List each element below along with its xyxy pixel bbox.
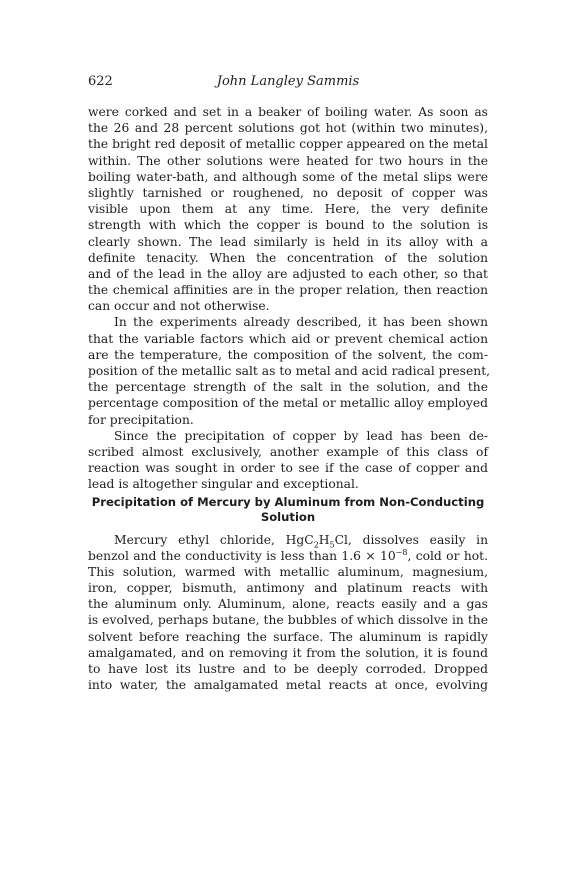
text-line: iron, copper, bismuth, antimony and platinum reacts with xyxy=(88,581,488,596)
text-run: Mercury ethyl chloride, HgC xyxy=(114,532,314,547)
page-number: 622 xyxy=(88,74,113,89)
formula-line xyxy=(88,532,488,548)
text-line: are the temperature, the composition of the solvent, the com- xyxy=(88,347,488,362)
text-line: position of the metallic salt as to metal and acid radical present, xyxy=(88,364,491,378)
text-line: scribed almost exclusively, another example of this class of xyxy=(88,444,488,459)
text-line: slightly tarnished or roughened, no deposit of copper was xyxy=(88,185,488,200)
text-line: clearly shown. The lead similarly is held in its alloy with a xyxy=(88,234,488,249)
running-head xyxy=(88,74,488,94)
text-line: can occur and not otherwise. xyxy=(88,299,270,314)
text-line: the bright red deposit of metallic copper appeared on the metal xyxy=(88,137,488,152)
text-line: the chemical affinities are in the proper relation, then reaction xyxy=(88,283,488,298)
section-heading xyxy=(88,495,488,526)
superscript: −8 xyxy=(395,547,408,557)
text-line: strength with which the copper is bound to the solution is xyxy=(88,218,488,233)
text-line: the percentage strength of the salt in the solution, and the xyxy=(88,380,488,395)
running-title: John Langley Sammis xyxy=(216,74,360,89)
text-line: and of the lead in the alloy are adjusted to each other, so that xyxy=(88,266,488,281)
conductivity-line xyxy=(88,548,488,564)
text-line: amalgamated, and on removing it from the solution, it is found xyxy=(88,645,488,660)
paragraph-4 xyxy=(88,532,488,694)
text-line: lead is altogether singular and exceptional. xyxy=(88,477,359,492)
text-line: percentage composition of the metal or metallic alloy employed xyxy=(88,396,488,411)
subscript: 5 xyxy=(329,539,335,549)
section-heading-line: Precipitation of Mercury by Aluminum from Non-Conducting xyxy=(91,494,485,509)
text-run: H xyxy=(318,532,330,547)
text-line: In the experiments already described, it has been shown xyxy=(114,315,488,330)
page xyxy=(88,74,491,693)
text-line: visible upon them at any time. Here, the very definite xyxy=(88,202,488,217)
text-line: solvent before reaching the surface. The aluminum is rapidly xyxy=(88,629,488,644)
text-line: that the variable factors which aid or prevent chemical action xyxy=(88,331,488,346)
text-line: This solution, warmed with metallic aluminum, magnesium, xyxy=(88,564,488,579)
text-line: definite tenacity. When the concentration of the solution xyxy=(88,250,488,265)
text-line: to have lost its lustre and to be deeply corroded. Dropped xyxy=(88,662,488,676)
text-line: the 26 and 28 percent solutions got hot (within two minutes), xyxy=(88,121,488,136)
section-heading-line: Solution xyxy=(260,510,316,524)
text-line: into water, the amalgamated metal reacts at once, evolving xyxy=(88,678,488,693)
paragraph-2 xyxy=(88,314,491,427)
text-line: Since the precipitation of copper by lead has been de- xyxy=(114,428,488,443)
text-line: within. The other solutions were heated for two hours in the xyxy=(88,153,488,168)
text-line: the aluminum only. Aluminum, alone, reacts easily and a gas xyxy=(88,597,488,612)
text-run: Cl, dissolves easily in xyxy=(334,532,489,547)
text-line: boiling water-bath, and although some of the metal slips were xyxy=(88,169,488,184)
text-line: reaction was sought in order to see if the case of copper and xyxy=(88,461,488,476)
text-line: for precipitation. xyxy=(88,412,194,427)
text-run: , cold or hot. xyxy=(407,548,488,563)
paragraph-3 xyxy=(88,428,488,493)
text-line: were corked and set in a beaker of boiling water. As soon as xyxy=(88,105,488,119)
paragraph-1 xyxy=(88,104,488,314)
text-line: is evolved, perhaps butane, the bubbles of which dissolve in the xyxy=(88,613,488,628)
subscript: 2 xyxy=(313,539,319,549)
text-run: benzol and the conductivity is less than 1.6 × 10 xyxy=(88,548,396,563)
